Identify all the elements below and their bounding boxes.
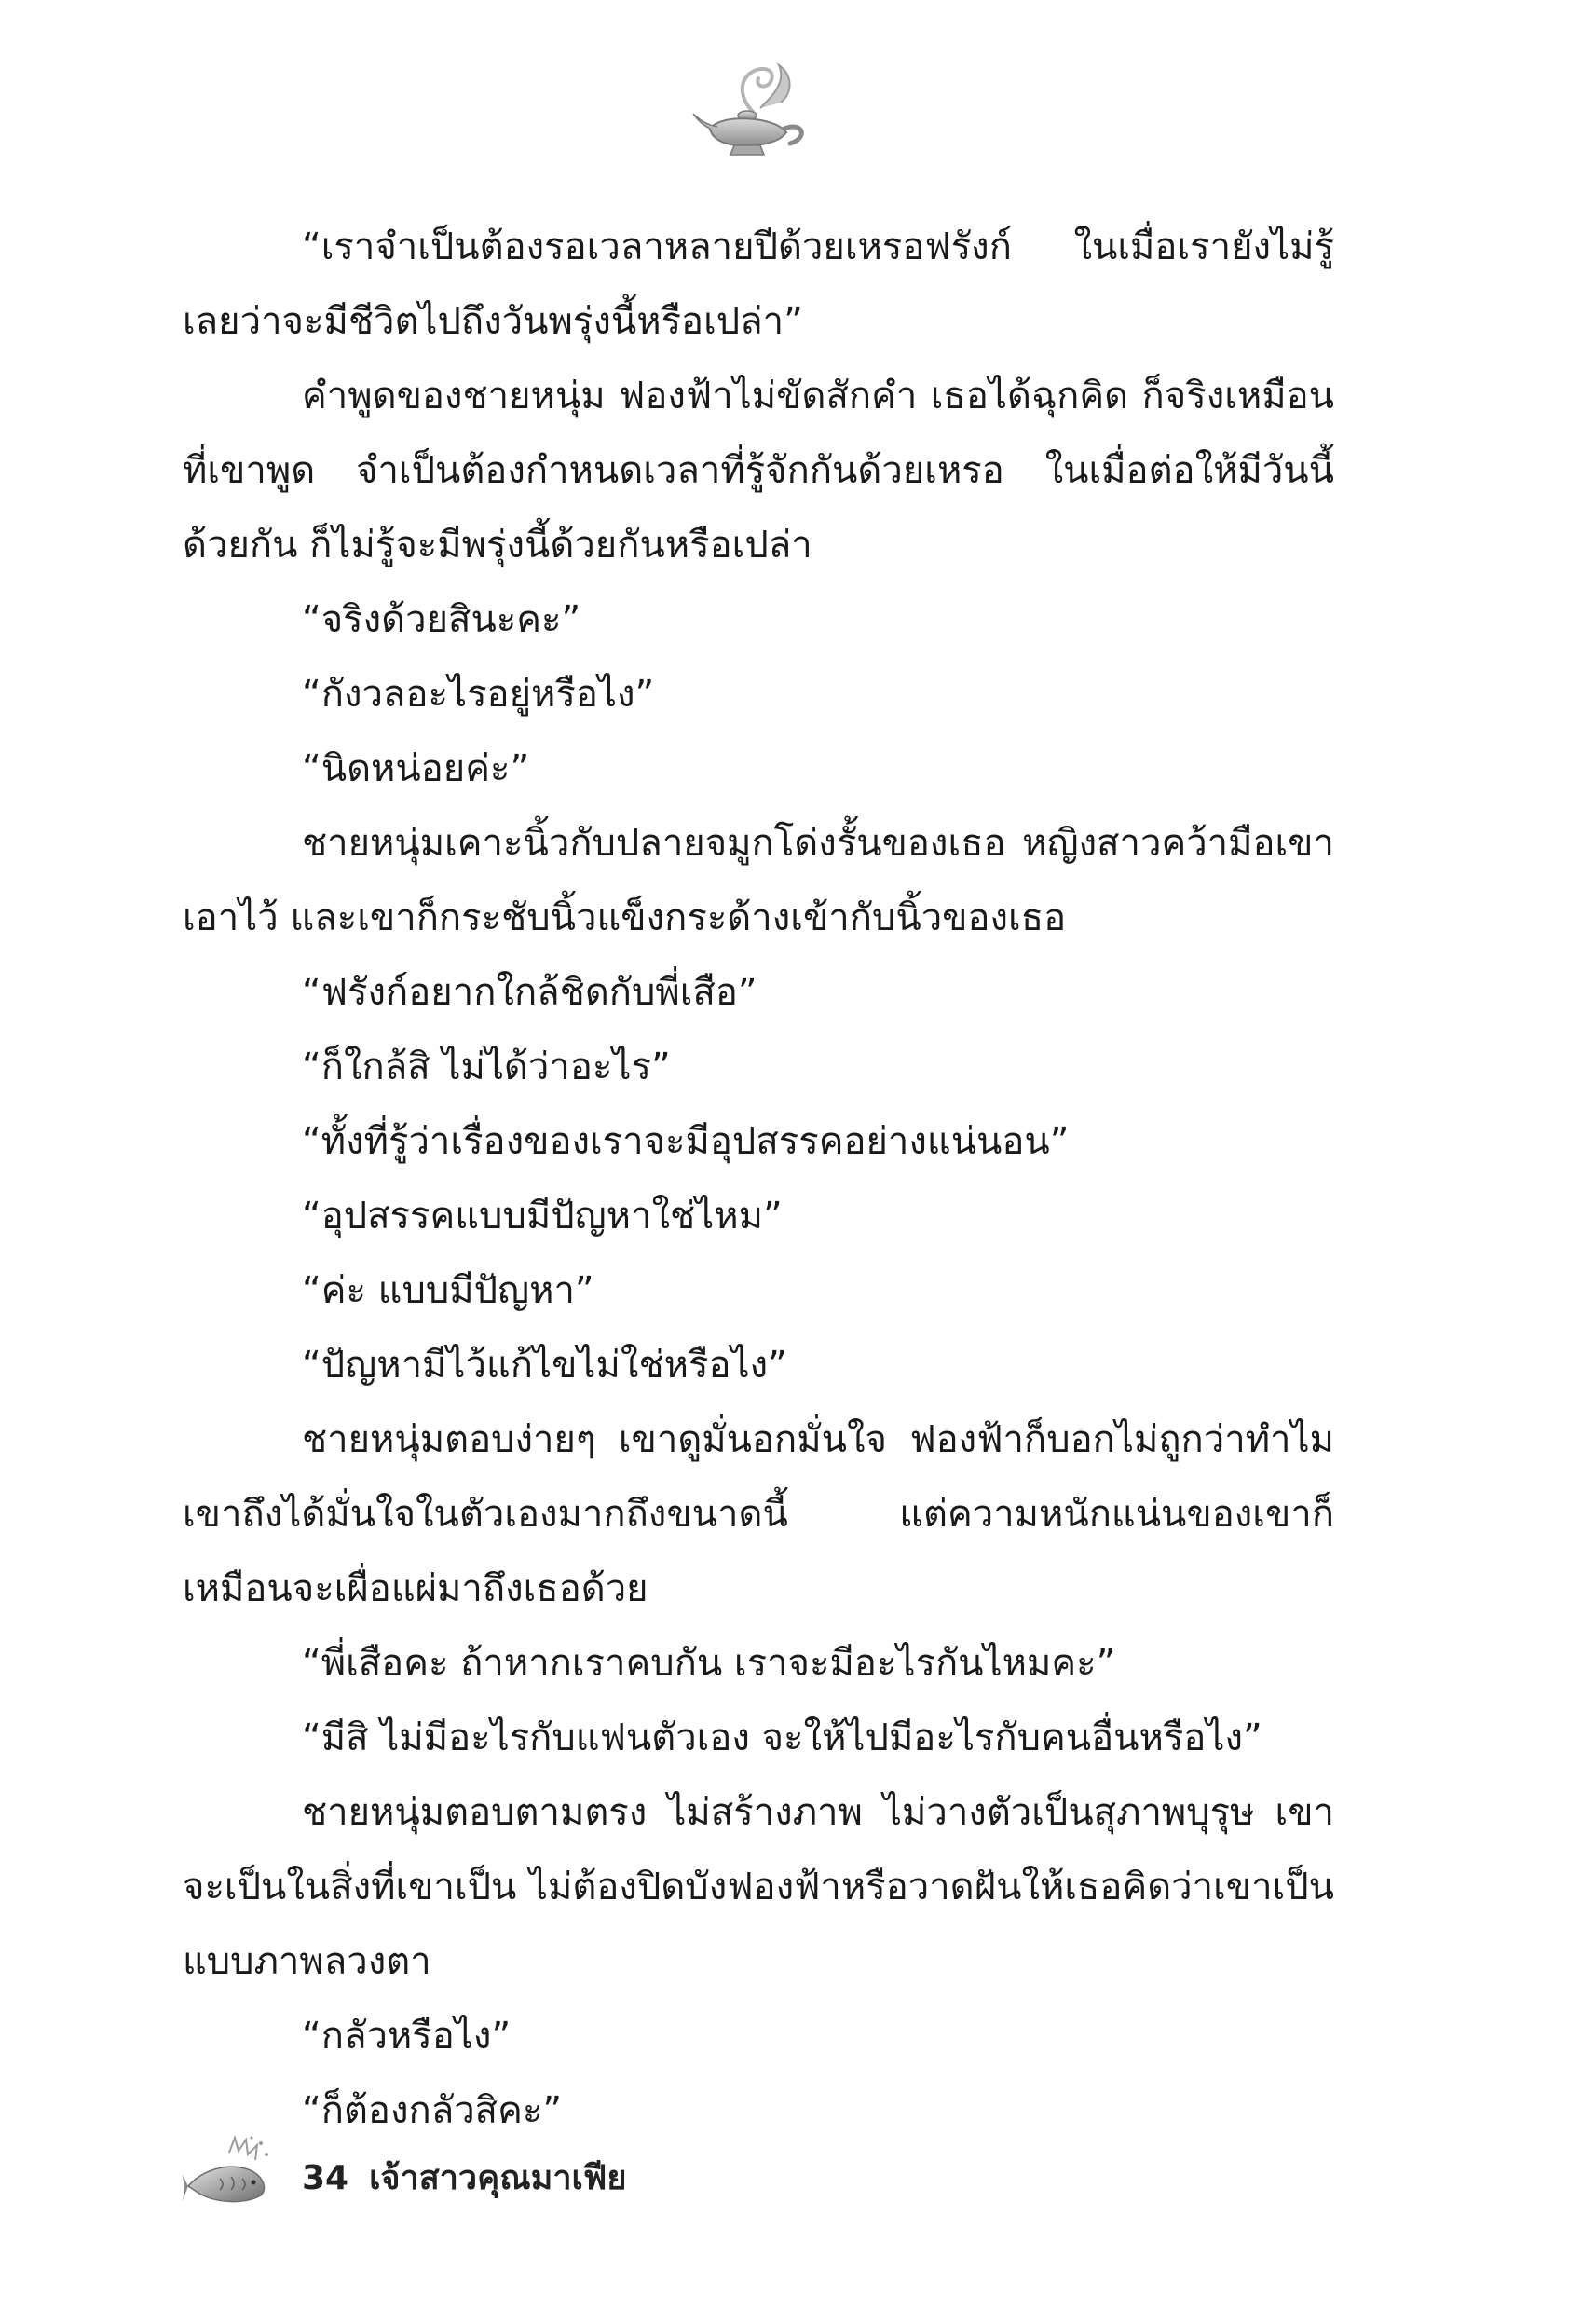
folio — [302, 2151, 626, 2204]
book-title: เจ้าสาวคุณมาเฟีย — [369, 2159, 627, 2197]
page-footer — [183, 2134, 835, 2218]
paragraph: “ค่ะ แบบมีปัญหา” — [302, 1269, 594, 1312]
paragraph: “ทั้งที่รู้ว่าเรื่องของเราจะมีอุปสรรคอย่างแน่นอน” — [302, 1120, 1070, 1163]
paragraph: “ก็ใกล้สิ ไม่ได้ว่าอะไร” — [302, 1046, 671, 1088]
paragraph: “ปัญหามีไว้แก้ไขไม่ใช่หรือไง” — [302, 1344, 787, 1387]
body-text — [183, 210, 1334, 2148]
paragraph: “พี่เสือคะ ถ้าหากเราคบกัน เราจะมีอะไรกันไหมคะ” — [302, 1642, 1116, 1685]
paragraph: “ก็ต้องกลัวสิคะ” — [302, 2089, 563, 2132]
paragraph: คำพูดของชายหนุ่ม ฟองฟ้าไม่ขัดสักคำ เธอได้ฉุกคิด ก็จริงเหมือนที่เขาพูด จำเป็นต้องกำหนดเวลาที่รู้จักกันด้วยเหรอ ในเมื่อต่อให้มีวันนี้ด้วยกัน ก็ไม่รู้จะมีพรุ่งนี้ด้วยกันหรือเปล่า — [183, 375, 1334, 567]
paragraph: “กลัวหรือไง” — [302, 2015, 512, 2058]
paragraph: ชายหนุ่มตอบตามตรง ไม่สร้างภาพ ไม่วางตัวเป็นสุภาพบุรุษ เขาจะเป็นในสิ่งที่เขาเป็น ไม่ต้องปิดบังฟองฟ้าหรือวาดฝันให้เธอคิดว่าเขาเป็นแบบภาพลวงตา — [183, 1791, 1334, 1983]
paragraph: “มีสิ ไม่มีอะไรกับแฟนตัวเอง จะให้ไปมีอะไรกับคนอื่นหรือไง” — [302, 1716, 1262, 1759]
page-number: 34 — [302, 2159, 349, 2197]
paragraph: “ฟรังก์อยากใกล้ชิดกับพี่เสือ” — [302, 971, 757, 1014]
paragraph: “เราจำเป็นต้องรอเวลาหลายปีด้วยเหรอฟรังก์ ในเมื่อเรายังไม่รู้เลยว่าจะมีชีวิตไปถึงวันพรุ่งนี้หรือเปล่า” — [183, 226, 1334, 343]
paragraph: ชายหนุ่มเคาะนิ้วกับปลายจมูกโด่งรั้นของเธอ หญิงสาวคว้ามือเขาเอาไว้ และเขาก็กระชับนิ้วแข็งกระด้างเข้ากับนิ้วของเธอ — [183, 822, 1334, 939]
genie-lamp-icon — [689, 54, 820, 166]
fish-icon — [183, 2134, 276, 2208]
paragraph: “อุปสรรคแบบมีปัญหาใช่ไหม” — [302, 1195, 783, 1238]
paragraph: ชายหนุ่มตอบง่ายๆ เขาดูมั่นอกมั่นใจ ฟองฟ้าก็บอกไม่ถูกว่าทำไมเขาถึงได้มั่นใจในตัวเองมากถึงขนาดนี้ แต่ความหนักแน่นของเขาก็เหมือนจะเผื่อแผ่มาถึงเธอด้วย — [183, 1418, 1334, 1610]
paragraph: “จริงด้วยสินะคะ” — [302, 598, 581, 641]
paragraph: “นิดหน่อยค่ะ” — [302, 747, 530, 790]
paragraph: “กังวลอะไรอยู่หรือไง” — [302, 673, 655, 716]
